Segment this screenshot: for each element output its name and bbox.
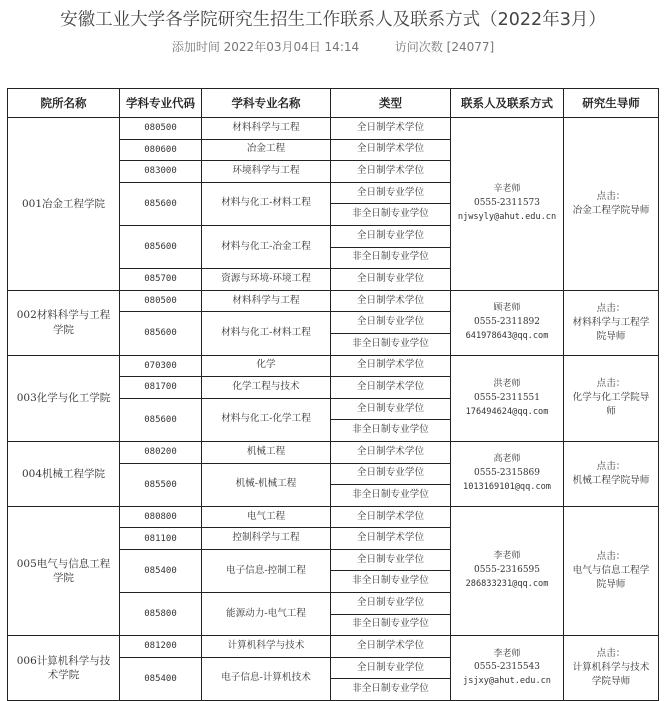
tutor-link[interactable]: 计算机科学与技术学院导师 bbox=[572, 662, 650, 688]
tutor-link-label[interactable]: 点击： bbox=[596, 551, 626, 563]
degree-type: 非全日制专业学位 bbox=[331, 614, 451, 636]
degree-type: 全日制学术学位 bbox=[331, 139, 451, 161]
degree-type: 全日制专业学位 bbox=[331, 463, 451, 485]
contact-phone: 0555-2311551 bbox=[473, 392, 541, 403]
header-major-name: 学科专业名称 bbox=[202, 89, 331, 118]
major-code: 085800 bbox=[120, 593, 202, 636]
degree-type: 全日制专业学位 bbox=[331, 593, 451, 615]
major-name: 机械-机械工程 bbox=[202, 463, 331, 506]
major-code: 085400 bbox=[120, 657, 202, 700]
major-name: 资源与环境-环境工程 bbox=[202, 269, 331, 291]
table-row bbox=[8, 355, 659, 377]
major-name: 环境科学与工程 bbox=[202, 161, 331, 183]
degree-type: 非全日制专业学位 bbox=[331, 247, 451, 269]
table-row bbox=[8, 506, 659, 528]
major-code: 085500 bbox=[120, 463, 202, 506]
degree-type: 全日制专业学位 bbox=[331, 398, 451, 420]
visits-count: [24077] bbox=[446, 40, 495, 54]
major-name: 材料与化工-材料工程 bbox=[202, 312, 331, 355]
contact-name: 李老师 bbox=[493, 551, 521, 562]
tutor-link-label[interactable]: 点击： bbox=[596, 460, 626, 472]
degree-type: 全日制学术学位 bbox=[331, 355, 451, 377]
major-code: 080200 bbox=[120, 441, 202, 463]
tutor-link[interactable]: 电气与信息工程学院导师 bbox=[572, 565, 650, 590]
added-time: 2022年03月04日 14:14 bbox=[223, 40, 360, 54]
contact-info bbox=[451, 290, 564, 355]
contact-email: 1013169101@qq.com bbox=[463, 482, 551, 493]
table-row bbox=[8, 118, 659, 140]
major-code: 081200 bbox=[120, 636, 202, 658]
tutor-cell bbox=[564, 290, 659, 355]
tutor-cell bbox=[564, 118, 659, 291]
tutor-cell bbox=[564, 355, 659, 441]
contact-info bbox=[451, 118, 564, 291]
major-name: 计算机科学与技术 bbox=[202, 636, 331, 658]
major-code: 080500 bbox=[120, 118, 202, 140]
contact-email: 286833231@qq.com bbox=[465, 579, 549, 590]
degree-type: 全日制专业学位 bbox=[331, 269, 451, 291]
table-header-row bbox=[8, 89, 659, 118]
major-name: 化学工程与技术 bbox=[202, 377, 331, 399]
college-name: 005电气与信息工程学院 bbox=[8, 506, 120, 636]
contact-phone: 0555-2311573 bbox=[473, 198, 541, 209]
contact-info bbox=[451, 441, 564, 506]
tutor-link-label[interactable]: 点击： bbox=[596, 302, 626, 314]
contact-phone: 0555-2316595 bbox=[473, 565, 541, 576]
degree-type: 全日制学术学位 bbox=[331, 441, 451, 463]
major-code: 085600 bbox=[120, 398, 202, 441]
contact-email: njwsyly@ahut.edu.cn bbox=[457, 212, 557, 223]
contact-info bbox=[451, 355, 564, 441]
major-name: 电气工程 bbox=[202, 506, 331, 528]
added-label: 添加时间 bbox=[171, 40, 220, 54]
tutor-link[interactable]: 材料科学与工程学院导师 bbox=[572, 316, 650, 342]
degree-type: 全日制专业学位 bbox=[331, 225, 451, 247]
major-name: 冶金工程 bbox=[202, 139, 331, 161]
contact-name: 顾老师 bbox=[493, 303, 521, 314]
degree-type: 非全日制专业学位 bbox=[331, 204, 451, 226]
degree-type: 全日制专业学位 bbox=[331, 312, 451, 334]
contact-phone: 0555-2311892 bbox=[473, 316, 541, 327]
contact-info bbox=[451, 636, 564, 701]
degree-type: 全日制学术学位 bbox=[331, 161, 451, 183]
major-code: 085600 bbox=[120, 182, 202, 225]
contact-email: 176494624@qq.com bbox=[465, 406, 549, 417]
major-code: 080600 bbox=[120, 139, 202, 161]
major-name: 控制科学与工程 bbox=[202, 528, 331, 550]
major-code: 081100 bbox=[120, 528, 202, 550]
degree-type: 全日制学术学位 bbox=[331, 377, 451, 399]
major-name: 材料与化工-材料工程 bbox=[202, 182, 331, 225]
contact-info bbox=[451, 506, 564, 636]
major-code: 080500 bbox=[120, 290, 202, 312]
contact-table bbox=[7, 88, 659, 701]
visits-label: 访问次数 bbox=[394, 40, 443, 54]
header-tutor: 研究生导师 bbox=[564, 89, 659, 118]
degree-type: 非全日制专业学位 bbox=[331, 420, 451, 442]
college-name: 002材料科学与工程学院 bbox=[8, 290, 120, 355]
table-row bbox=[8, 441, 659, 463]
major-name: 能源动力-电气工程 bbox=[202, 593, 331, 636]
page-meta bbox=[0, 38, 666, 55]
header-contact: 联系人及联系方式 bbox=[451, 89, 564, 118]
degree-type: 非全日制专业学位 bbox=[331, 485, 451, 507]
major-code: 085400 bbox=[120, 549, 202, 592]
degree-type: 全日制专业学位 bbox=[331, 182, 451, 204]
degree-type: 全日制专业学位 bbox=[331, 549, 451, 571]
tutor-link-label[interactable]: 点击： bbox=[596, 190, 626, 202]
degree-type: 全日制学术学位 bbox=[331, 290, 451, 312]
table-row bbox=[8, 290, 659, 312]
degree-type: 全日制学术学位 bbox=[331, 506, 451, 528]
major-name: 电子信息-控制工程 bbox=[202, 549, 331, 592]
header-major-code: 学科专业代码 bbox=[120, 89, 202, 118]
major-name: 材料科学与工程 bbox=[202, 118, 331, 140]
major-name: 材料与化工-化学工程 bbox=[202, 398, 331, 441]
major-code: 081700 bbox=[120, 377, 202, 399]
major-code: 085600 bbox=[120, 312, 202, 355]
degree-type: 非全日制专业学位 bbox=[331, 333, 451, 355]
major-name: 材料科学与工程 bbox=[202, 290, 331, 312]
tutor-link[interactable]: 机械工程学院导师 bbox=[572, 474, 650, 486]
tutor-cell bbox=[564, 441, 659, 506]
contact-name: 高老师 bbox=[493, 454, 521, 465]
contact-name: 李老师 bbox=[493, 648, 521, 659]
major-code: 070300 bbox=[120, 355, 202, 377]
major-name: 化学 bbox=[202, 355, 331, 377]
degree-type: 全日制学术学位 bbox=[331, 528, 451, 550]
college-name: 006计算机科学与技术学院 bbox=[8, 636, 120, 701]
major-code: 085700 bbox=[120, 269, 202, 291]
tutor-link-label[interactable]: 点击： bbox=[596, 648, 626, 660]
table-row bbox=[8, 636, 659, 658]
contact-email: jsjxy@ahut.edu.cn bbox=[463, 676, 551, 687]
page-title: 安徽工业大学各学院研究生招生工作联系人及联系方式（2022年3月） bbox=[60, 10, 606, 30]
degree-type: 全日制学术学位 bbox=[331, 636, 451, 658]
degree-type: 非全日制专业学位 bbox=[331, 571, 451, 593]
major-code: 083000 bbox=[120, 161, 202, 183]
header-college: 院所名称 bbox=[8, 89, 120, 118]
major-name: 电子信息-计算机技术 bbox=[202, 657, 331, 700]
header-type: 类型 bbox=[331, 89, 451, 118]
contact-email: 641978643@qq.com bbox=[465, 330, 549, 341]
contact-phone: 0555-2315869 bbox=[473, 468, 541, 479]
degree-type: 全日制学术学位 bbox=[331, 118, 451, 140]
college-name: 004机械工程学院 bbox=[8, 441, 120, 506]
college-name: 001冶金工程学院 bbox=[8, 118, 120, 291]
contact-phone: 0555-2315543 bbox=[473, 662, 541, 673]
tutor-cell bbox=[564, 506, 659, 636]
tutor-link[interactable]: 化学与化工学院导师 bbox=[572, 392, 650, 418]
contact-name: 辛老师 bbox=[493, 184, 521, 195]
tutor-link[interactable]: 冶金工程学院导师 bbox=[572, 204, 650, 216]
major-code: 085600 bbox=[120, 225, 202, 268]
contact-name: 洪老师 bbox=[493, 378, 521, 389]
tutor-link-label[interactable]: 点击： bbox=[596, 378, 626, 390]
major-name: 材料与化工-冶金工程 bbox=[202, 225, 331, 268]
degree-type: 全日制专业学位 bbox=[331, 657, 451, 679]
major-code: 080800 bbox=[120, 506, 202, 528]
degree-type: 非全日制专业学位 bbox=[331, 679, 451, 701]
tutor-cell bbox=[564, 636, 659, 701]
college-name: 003化学与化工学院 bbox=[8, 355, 120, 441]
major-name: 机械工程 bbox=[202, 441, 331, 463]
